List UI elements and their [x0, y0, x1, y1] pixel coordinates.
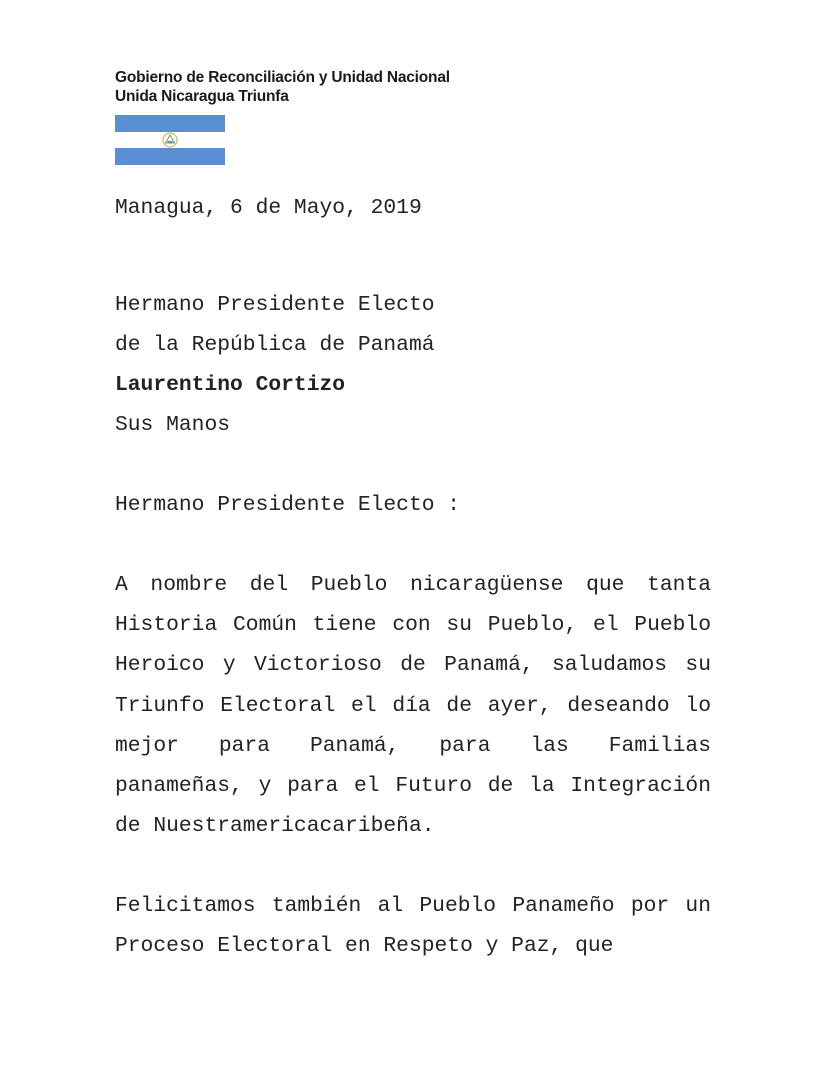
letter-date: Managua, 6 de Mayo, 2019 — [115, 196, 422, 220]
body-paragraph-1: A nombre del Pueblo nicaragüense que tanta Historia Común tiene con su Pueblo, el Pueblo Heroico y Victorioso de Panamá, saludamos su Triunfo Electoral el día de ayer, deseando lo mejor para Panamá, para las Familias panameñas, y para el Futuro de la Integración de Nuestramericacaribeña. — [115, 573, 711, 839]
body-paragraph-2: Felicitamos también al Pueblo Panameño por un Proceso Electoral en Respeto y Paz, que — [115, 894, 711, 959]
addressee-block — [115, 285, 711, 445]
nicaragua-flag-icon — [115, 115, 225, 165]
salutation: Hermano Presidente Electo : — [115, 493, 461, 517]
addressee-delivery: Sus Manos — [115, 413, 231, 437]
addressee-country: de la República de Panamá — [115, 333, 435, 357]
coat-of-arms-icon — [162, 132, 178, 148]
addressee-title: Hermano Presidente Electo — [115, 293, 435, 317]
letterhead-government-name: Gobierno de Reconciliación y Unidad Nacional — [115, 69, 450, 86]
letterhead-slogan: Unida Nicaragua Triunfa — [115, 88, 289, 105]
addressee-name: Laurentino Cortizo — [115, 373, 346, 397]
letterhead — [115, 68, 450, 106]
